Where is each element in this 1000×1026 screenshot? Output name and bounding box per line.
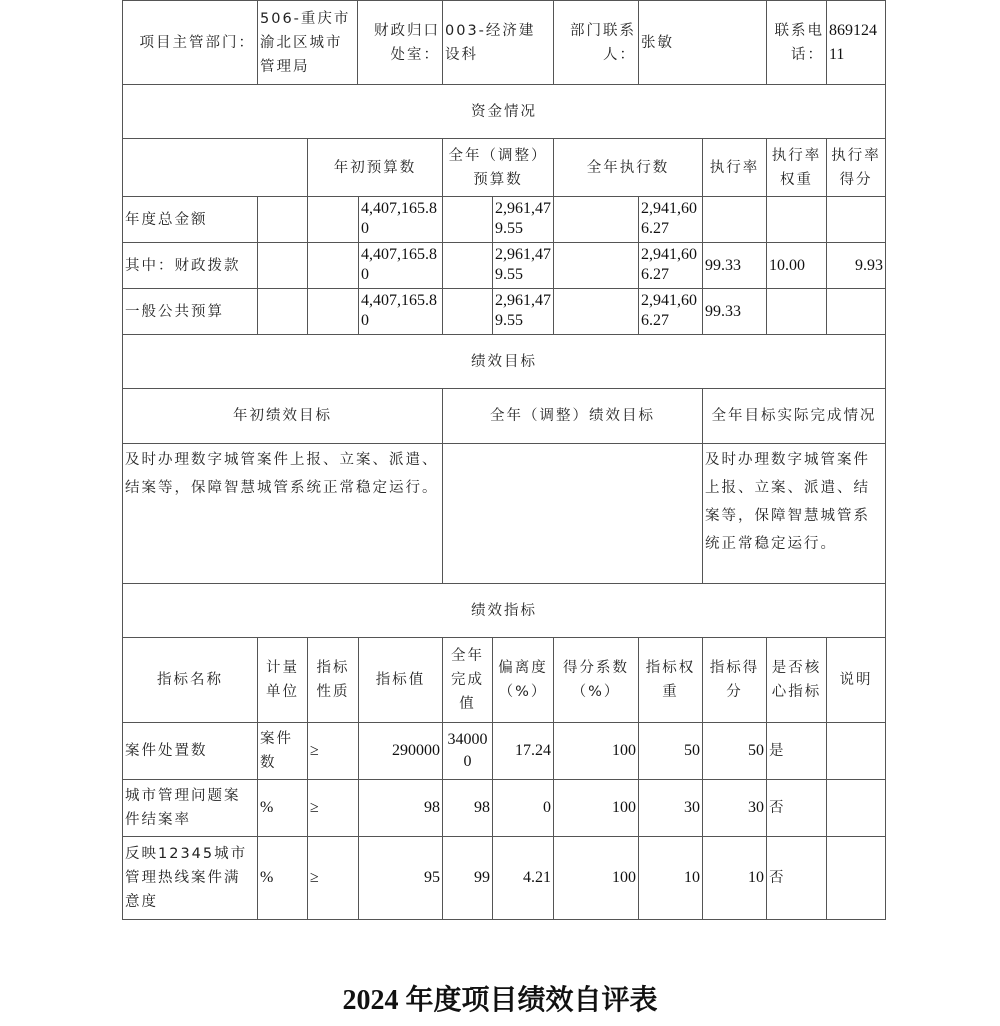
- ind-row-target: 98: [358, 779, 443, 837]
- ind-row-score: 50: [702, 722, 767, 780]
- funds-row-score: 9.93: [826, 242, 886, 289]
- finance-value-text: 003-经济建设科: [445, 22, 536, 63]
- finance-value: [442, 0, 554, 85]
- goals-initial-text: 及时办理数字城管案件上报、立案、派遣、结案等，保障智慧城管系统正常稳定运行。: [122, 443, 443, 584]
- funds-row-blank: [553, 196, 639, 243]
- ind-row-nature: ≥: [307, 779, 359, 837]
- ind-row-nature: ≥: [307, 722, 359, 780]
- funds-col-executed: 全年执行数: [553, 138, 703, 197]
- funds-row-blank: [553, 288, 639, 335]
- ind-col-weight: 指标权重: [638, 637, 703, 723]
- funds-row-rate: 99.33: [702, 242, 767, 289]
- ind-row-unit: 案件数: [257, 722, 308, 780]
- funds-row-initial: 4,407,165.80: [358, 242, 443, 289]
- dept-label: 项目主管部门：: [122, 0, 258, 85]
- ind-row-score: 10: [702, 836, 767, 920]
- ind-row-name: 案件处置数: [122, 722, 258, 780]
- ind-row-note: [826, 836, 886, 920]
- funds-col-score: 执行率得分: [826, 138, 886, 197]
- funds-row-executed: 2,941,606.27: [638, 242, 703, 289]
- ind-col-score: 指标得分: [702, 637, 767, 723]
- funds-row-blank: [442, 242, 493, 289]
- ind-row-actual: 99: [442, 836, 493, 920]
- phone-label: [766, 0, 827, 85]
- funds-row-name: 一般公共预算: [122, 288, 258, 335]
- goals-section-title: 绩效目标: [122, 334, 886, 389]
- funds-col-weight: 执行率权重: [766, 138, 827, 197]
- funds-row-score: [826, 196, 886, 243]
- ind-col-target: 指标值: [358, 637, 443, 723]
- indicators-section-title: 绩效指标: [122, 583, 886, 638]
- document-title: 2024 年度项目绩效自评表: [342, 985, 658, 1016]
- ind-row-deviation: 0: [492, 779, 554, 837]
- ind-row-weight: 30: [638, 779, 703, 837]
- ind-row-actual: 340000: [442, 722, 493, 780]
- funds-row-weight: [766, 288, 827, 335]
- finance-label: [357, 0, 443, 85]
- funds-row-name: 年度总金额: [122, 196, 258, 243]
- dept-value-text: 506-重庆市渝北区城市管理局: [260, 10, 351, 75]
- ind-row-weight: 50: [638, 722, 703, 780]
- ind-row-core: 否: [766, 836, 827, 920]
- finance-label-text: 财政归口处室：: [374, 22, 440, 63]
- funds-row-adjusted: 2,961,479.55: [492, 288, 554, 335]
- contact-label-text: 部门联系人：: [570, 22, 636, 63]
- funds-row-weight: 10.00: [766, 242, 827, 289]
- ind-col-core: 是否核心指标: [766, 637, 827, 723]
- funds-row-name: 其中：财政拨款: [122, 242, 258, 289]
- goals-col-initial: 年初绩效目标: [122, 388, 443, 444]
- funds-section-title: 资金情况: [122, 84, 886, 139]
- ind-row-deviation: 17.24: [492, 722, 554, 780]
- funds-row-blank: [307, 242, 359, 289]
- dept-value: [257, 0, 358, 85]
- contact-label: [553, 0, 639, 85]
- ind-row-nature: ≥: [307, 836, 359, 920]
- funds-row-initial: 4,407,165.80: [358, 196, 443, 243]
- ind-row-unit: %: [257, 836, 308, 920]
- ind-row-score: 30: [702, 779, 767, 837]
- funds-row-weight: [766, 196, 827, 243]
- ind-col-coef: 得分系数（%）: [553, 637, 639, 723]
- ind-col-deviation: 偏离度（%）: [492, 637, 554, 723]
- ind-row-core: 是: [766, 722, 827, 780]
- performance-evaluation-table: [122, 0, 886, 920]
- ind-row-coef: 100: [553, 722, 639, 780]
- contact-value-text: 张敏: [641, 34, 674, 51]
- goals-col-actual: 全年目标实际完成情况: [702, 388, 886, 444]
- phone-value: [826, 0, 886, 85]
- ind-col-name: 指标名称: [122, 637, 258, 723]
- funds-row-blank: [257, 196, 308, 243]
- funds-row-executed: 2,941,606.27: [638, 288, 703, 335]
- ind-row-target: 95: [358, 836, 443, 920]
- funds-col-initial: 年初预算数: [307, 138, 443, 197]
- phone-value-text: 86912411: [829, 21, 877, 63]
- funds-row-blank: [442, 288, 493, 335]
- ind-row-name: 反映12345城市管理热线案件满意度: [122, 836, 258, 920]
- funds-row-blank: [257, 242, 308, 289]
- ind-row-note: [826, 779, 886, 837]
- ind-row-target: 290000: [358, 722, 443, 780]
- funds-row-blank: [442, 196, 493, 243]
- ind-col-note: 说明: [826, 637, 886, 723]
- ind-row-actual: 98: [442, 779, 493, 837]
- ind-row-unit: %: [257, 779, 308, 837]
- ind-col-nature: 指标性质: [307, 637, 359, 723]
- goals-col-adjusted: 全年（调整）绩效目标: [442, 388, 703, 444]
- ind-row-weight: 10: [638, 836, 703, 920]
- ind-row-deviation: 4.21: [492, 836, 554, 920]
- funds-col-adjusted: 全年（调整）预算数: [442, 138, 554, 197]
- phone-label-text: 联系电话：: [774, 22, 824, 63]
- funds-row-score: [826, 288, 886, 335]
- funds-row-blank: [553, 242, 639, 289]
- ind-row-core: 否: [766, 779, 827, 837]
- ind-col-unit: 计量单位: [257, 637, 308, 723]
- funds-row-adjusted: 2,961,479.55: [492, 196, 554, 243]
- funds-header-blank: [122, 138, 308, 197]
- goals-adjusted-text: [442, 443, 703, 584]
- contact-value: [638, 0, 767, 85]
- funds-row-rate: 99.33: [702, 288, 767, 335]
- funds-row-adjusted: 2,961,479.55: [492, 242, 554, 289]
- funds-row-initial: 4,407,165.80: [358, 288, 443, 335]
- ind-row-coef: 100: [553, 779, 639, 837]
- funds-row-blank: [307, 196, 359, 243]
- ind-row-name: 城市管理问题案件结案率: [122, 779, 258, 837]
- ind-row-coef: 100: [553, 836, 639, 920]
- funds-col-rate: 执行率: [702, 138, 767, 197]
- ind-col-actual: 全年完成值: [442, 637, 493, 723]
- funds-row-rate: [702, 196, 767, 243]
- goals-actual-text: 及时办理数字城管案件上报、立案、派遣、结案等，保障智慧城管系统正常稳定运行。: [702, 443, 886, 584]
- funds-row-blank: [307, 288, 359, 335]
- ind-row-note: [826, 722, 886, 780]
- funds-row-blank: [257, 288, 308, 335]
- funds-row-executed: 2,941,606.27: [638, 196, 703, 243]
